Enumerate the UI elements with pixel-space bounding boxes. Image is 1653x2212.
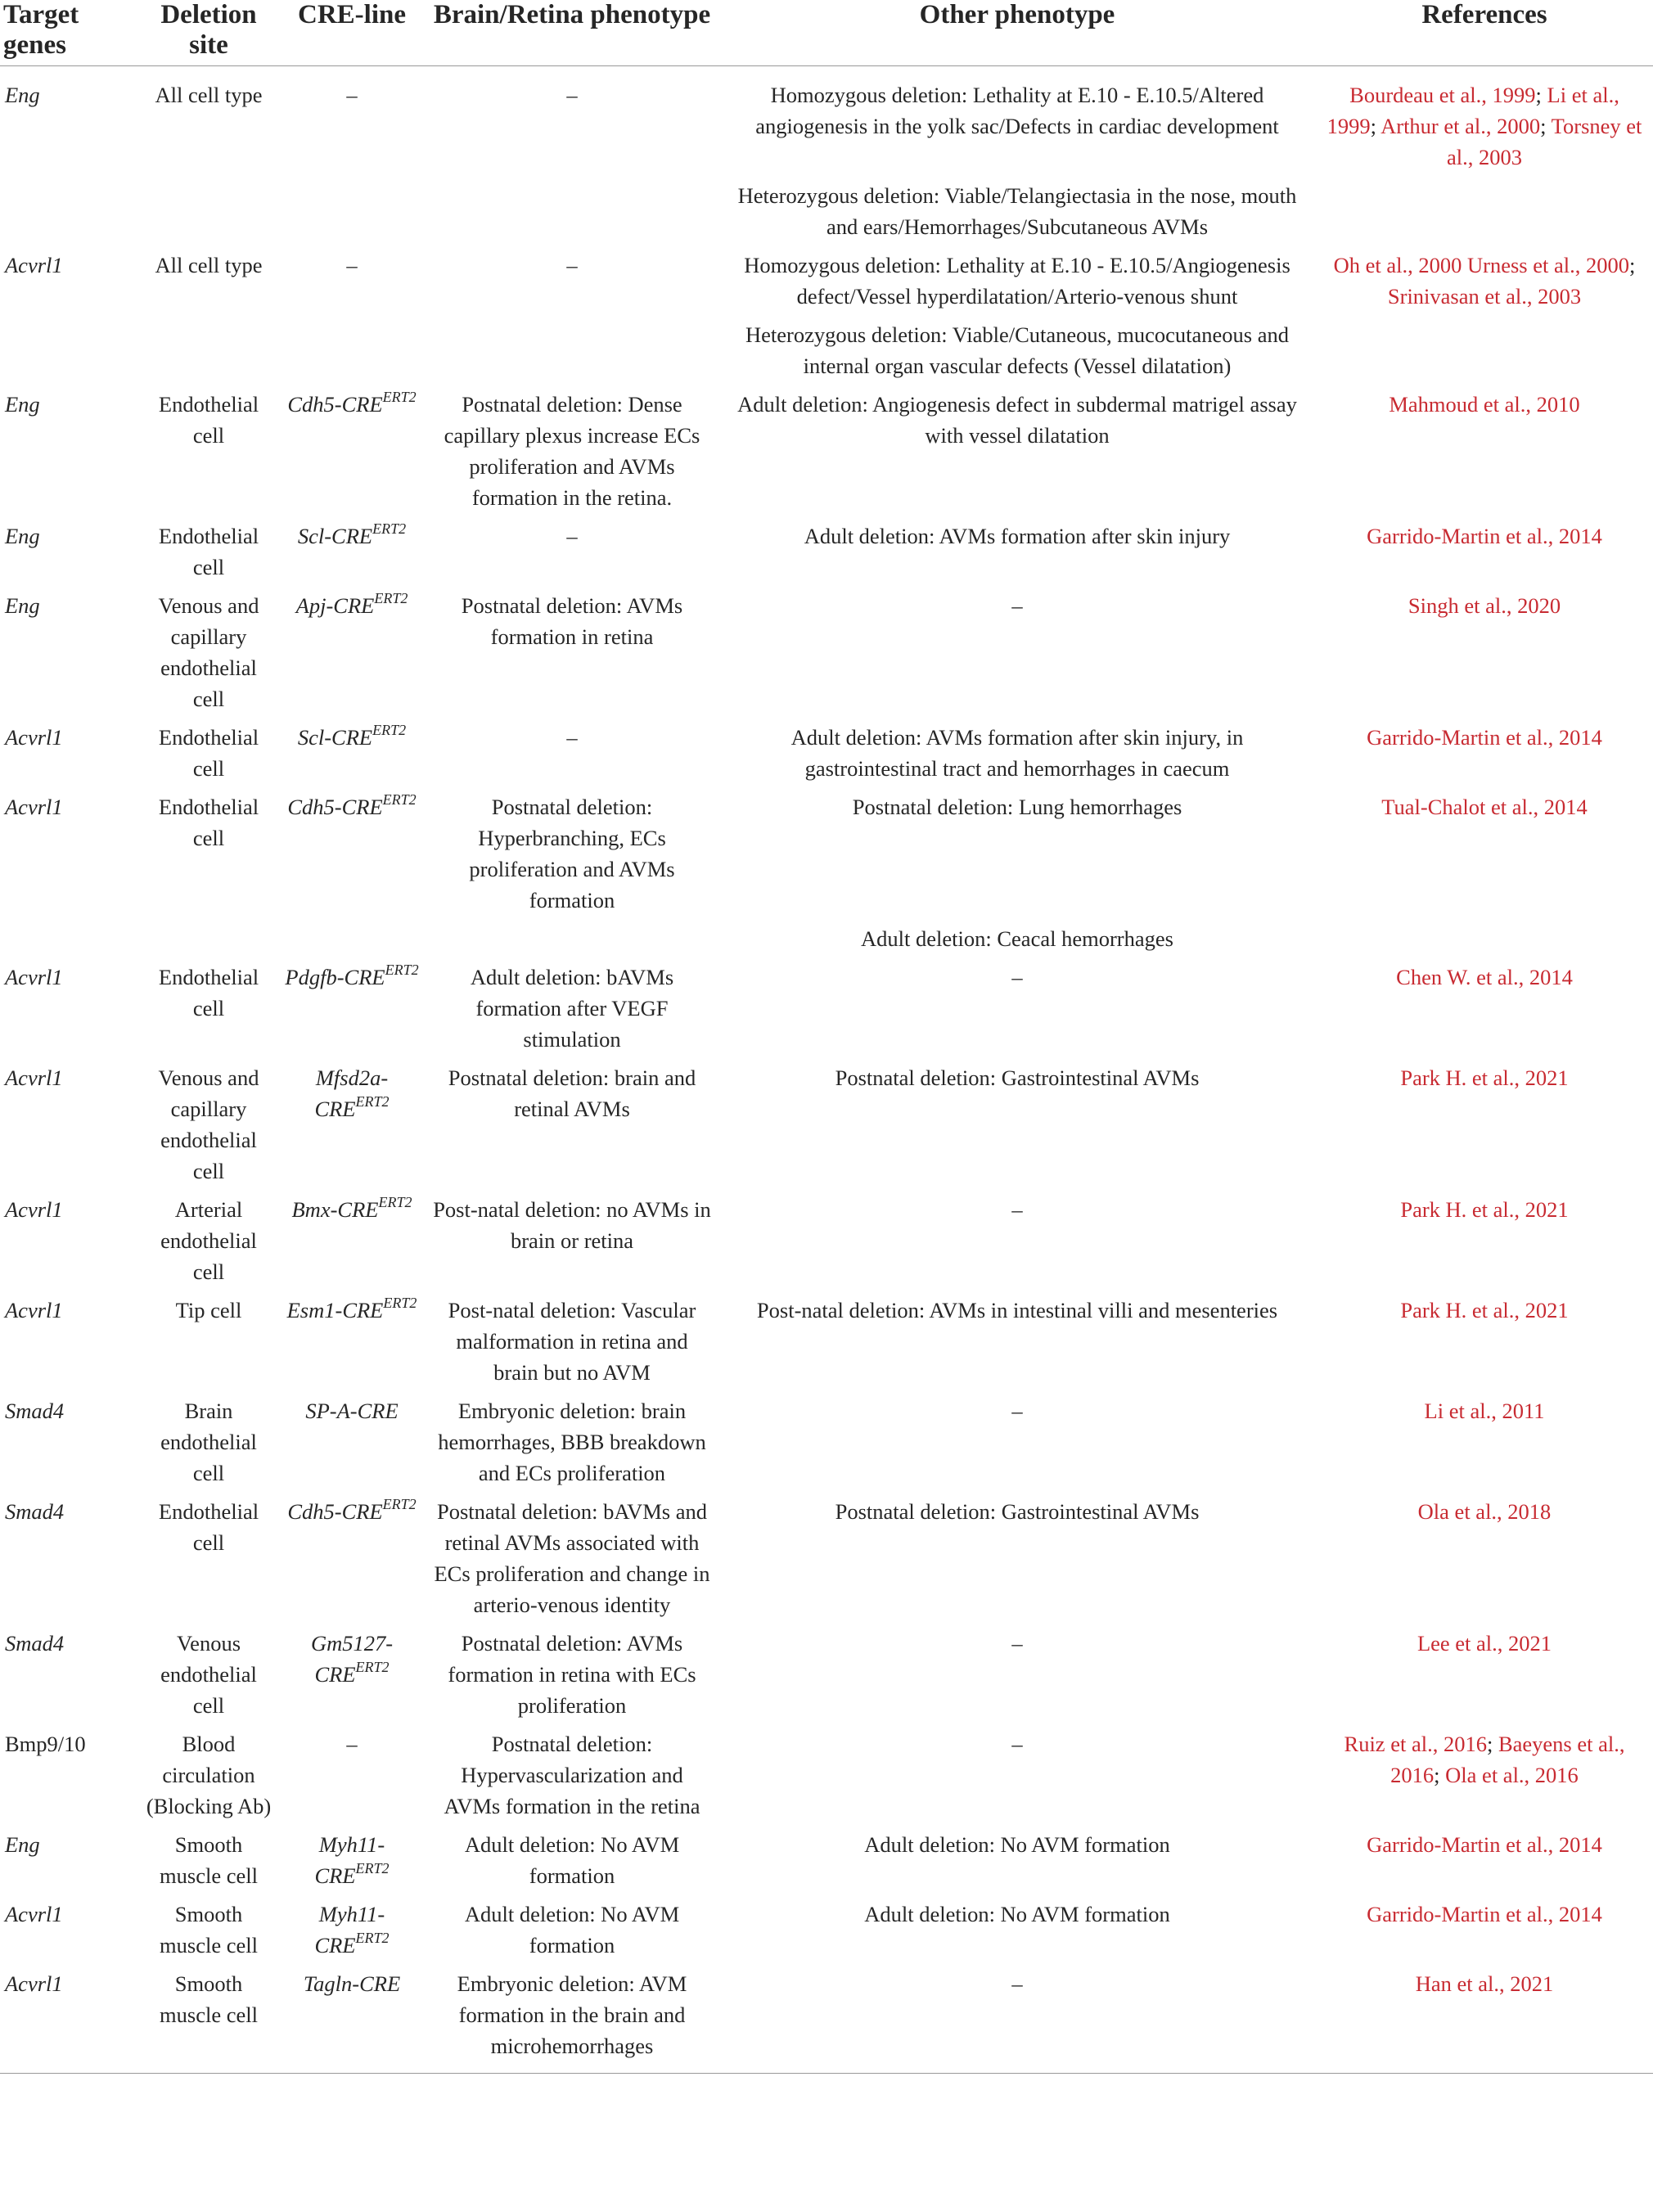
- other-phenotype-cell: Homozygous deletion: Lethality at E.10 - E.10.5/Altered angiogenesis in the yolk sac/Defects in cardiac development: [755, 83, 1279, 138]
- deletion-site-cell: All cell type: [155, 83, 263, 107]
- target-gene-cell: Acvrl1: [5, 965, 63, 989]
- cre-line-cell: Apj-$CRE^{ERT2}$: [295, 590, 408, 618]
- reference-link[interactable]: Li et al., 1999: [1326, 83, 1619, 138]
- table-row: [0, 1062, 1653, 1194]
- reference-link[interactable]: Park H. et al., 2021: [1400, 1065, 1569, 1090]
- reference-link[interactable]: Arthur et al., 2000: [1381, 114, 1541, 138]
- brain-phenotype-cell: –: [566, 524, 578, 548]
- target-gene-cell: Acvrl1: [5, 795, 63, 819]
- table-row: [0, 962, 1653, 1062]
- brain-phenotype-cell: Postnatal deletion: AVMs formation in retina with ECs proliferation: [448, 1631, 696, 1718]
- cre-line-cell: $Myh11-CRE^{ERT2}$: [314, 1902, 390, 1957]
- deletion-site-cell: Venous endothelial cell: [160, 1631, 257, 1718]
- references-cell: [1316, 1829, 1653, 1899]
- other-phenotype-cell: Adult deletion: No AVM formation: [864, 1902, 1170, 1926]
- header-brain-retina-phenotype: Brain/Retina phenotype: [426, 0, 718, 66]
- references-cell: [1316, 520, 1653, 590]
- reference-link[interactable]: Garrido-Martin et al., 2014: [1367, 1902, 1602, 1926]
- reference-link[interactable]: Tual-Chalot et al., 2014: [1381, 795, 1588, 819]
- references-cell: [1316, 1295, 1653, 1395]
- deletion-site-cell: Smooth muscle cell: [139, 1968, 278, 2074]
- other-phenotype-cell: Post-natal deletion: AVMs in intestinal villi and mesenteries: [756, 1298, 1278, 1322]
- cre-line-cell: –: [346, 253, 358, 277]
- table-row: [0, 1295, 1653, 1395]
- references-cell: [1316, 389, 1653, 520]
- references-cell: [1316, 1496, 1653, 1628]
- table-row: [0, 1829, 1653, 1899]
- reference-link[interactable]: Bourdeau et al., 1999: [1349, 83, 1536, 107]
- target-gene-cell: Eng: [5, 392, 40, 417]
- table-row: [0, 520, 1653, 590]
- cre-line-cell: Scl-$CRE^{ERT2}$: [297, 722, 407, 750]
- deletion-site-cell: Endothelial cell: [158, 392, 259, 448]
- cre-line-cell: $Gm5127-CRE^{ERT2}$: [310, 1631, 394, 1687]
- reference-link[interactable]: Chen W. et al., 2014: [1396, 965, 1573, 989]
- target-gene-cell: Acvrl1: [0, 1968, 139, 2074]
- target-gene-cell: Eng: [5, 83, 40, 107]
- deletion-site-cell: Endothelial cell: [158, 795, 259, 850]
- cre-line-cell: Pdgfb-$CRE^{ERT2}$: [285, 962, 419, 989]
- references-cell: [1316, 590, 1653, 722]
- table-row: [0, 250, 1653, 319]
- target-gene-cell: Acvrl1: [5, 1298, 63, 1322]
- deletion-site-cell: Endothelial cell: [158, 725, 259, 781]
- reference-link[interactable]: Oh et al., 2000: [1333, 253, 1462, 277]
- header-deletion-site: Deletion site: [139, 0, 278, 66]
- cre-line-cell: Scl-$CRE^{ERT2}$: [297, 520, 407, 548]
- target-gene-cell: Acvrl1: [5, 725, 63, 750]
- references-cell: [1316, 962, 1653, 1062]
- deletion-site-cell: Brain endothelial cell: [160, 1399, 257, 1485]
- deletion-site-cell: Tip cell: [175, 1298, 242, 1322]
- brain-phenotype-cell: Postnatal deletion: bAVMs and retinal AVMs associated with ECs proliferation and change in arterio-venous identity: [434, 1499, 710, 1617]
- deletion-site-cell: Venous and capillary endothelial cell: [158, 1065, 259, 1183]
- deletion-site-cell: Venous and capillary endothelial cell: [158, 593, 259, 711]
- target-gene-cell: Eng: [5, 593, 40, 618]
- other-phenotype-cell: –: [1011, 1399, 1023, 1423]
- other-phenotype-cell: –: [1011, 1631, 1023, 1656]
- deletion-site-cell: Arterial endothelial cell: [160, 1197, 257, 1284]
- target-gene-cell: Eng: [5, 524, 40, 548]
- target-gene-cell: Acvrl1: [5, 1065, 63, 1090]
- reference-link[interactable]: Ola et al., 2018: [1417, 1499, 1552, 1524]
- reference-link[interactable]: Srinivasan et al., 2003: [1387, 284, 1582, 309]
- table-row: [0, 1628, 1653, 1728]
- cre-line-cell: Tagln-CRE: [278, 1968, 426, 2074]
- table-row: [0, 389, 1653, 520]
- brain-phenotype-cell: –: [566, 83, 578, 107]
- references-cell: [1316, 1628, 1653, 1728]
- brain-phenotype-cell: Adult deletion: No AVM formation: [464, 1902, 680, 1957]
- table-row: [0, 1496, 1653, 1628]
- target-gene-cell: Eng: [5, 1832, 40, 1857]
- other-phenotype-cell: Postnatal deletion: Gastrointestinal AVMs: [835, 1065, 1200, 1090]
- reference-link[interactable]: Torsney et al., 2003: [1447, 114, 1642, 169]
- header-other-phenotype: Other phenotype: [718, 0, 1316, 66]
- other-phenotype-cell: –: [1011, 1197, 1023, 1222]
- other-phenotype-cell: Heterozygous deletion: Viable/Cutaneous, mucocutaneous and internal organ vascular defects (Vessel dilatation): [745, 322, 1289, 378]
- brain-phenotype-cell: –: [566, 725, 578, 750]
- references-cell: [1316, 1968, 1653, 2074]
- references-cell: [1316, 1194, 1653, 1295]
- other-phenotype-cell: Postnatal deletion: Gastrointestinal AVMs: [835, 1499, 1200, 1524]
- brain-phenotype-cell: Post-natal deletion: Vascular malformation in retina and brain but no AVM: [448, 1298, 696, 1385]
- deletion-site-cell: All cell type: [155, 253, 263, 277]
- brain-phenotype-cell: Adult deletion: No AVM formation: [464, 1832, 680, 1888]
- other-phenotype-cell: Homozygous deletion: Lethality at E.10 - E.10.5/Angiogenesis defect/Vessel hyperdilatation/Arterio-venous shunt: [744, 253, 1290, 309]
- other-phenotype-cell: –: [1011, 965, 1023, 989]
- reference-link[interactable]: Ola et al., 2016: [1445, 1763, 1579, 1787]
- other-phenotype-cell: –: [1011, 593, 1023, 618]
- brain-phenotype-cell: Postnatal deletion: AVMs formation in retina: [461, 593, 683, 649]
- deletion-site-cell: Smooth muscle cell: [160, 1832, 258, 1888]
- table-row: [0, 319, 1653, 389]
- other-phenotype-cell: Adult deletion: Ceacal hemorrhages: [861, 926, 1173, 951]
- cre-line-cell: –: [346, 1732, 358, 1756]
- cre-line-cell: Bmx-$CRE^{ERT2}$: [291, 1194, 412, 1222]
- target-gene-cell: Smad4: [5, 1631, 65, 1656]
- reference-link[interactable]: Garrido-Martin et al., 2014: [1367, 524, 1602, 548]
- cre-line-cell: $Cdh5-CRE^{ERT2}$: [287, 1496, 417, 1524]
- table-row: [0, 66, 1653, 181]
- brain-phenotype-cell: Adult deletion: bAVMs formation after VEGF stimulation: [470, 965, 674, 1052]
- references-cell: Oh et al., 2000 Urness et al., 2000; Srinivasan et al., 2003: [1333, 253, 1636, 309]
- cre-line-cell: $Myh11-CRE^{ERT2}$: [314, 1832, 390, 1888]
- references-cell: [1316, 722, 1653, 791]
- reference-link[interactable]: Garrido-Martin et al., 2014: [1367, 725, 1602, 750]
- references-cell: Bourdeau et al., 1999; Li et al., 1999; Arthur et al., 2000; Torsney et al., 2003: [1326, 83, 1642, 169]
- cre-line-cell: $Mfsd2a-CRE^{ERT2}$: [314, 1065, 390, 1121]
- target-gene-cell: Acvrl1: [5, 1902, 63, 1926]
- brain-phenotype-cell: Embryonic deletion: brain hemorrhages, BBB breakdown and ECs proliferation: [438, 1399, 706, 1485]
- references-cell: [1316, 1899, 1653, 1968]
- other-phenotype-cell: Adult deletion: AVMs formation after skin injury, in gastrointestinal tract and hemorrhages in caecum: [790, 725, 1244, 781]
- cre-line-cell: –: [346, 83, 358, 107]
- brain-phenotype-cell: Postnatal deletion: brain and retinal AVMs: [448, 1065, 696, 1121]
- table-row: [0, 180, 1653, 250]
- brain-phenotype-cell: Postnatal deletion: Hypervascularization and AVMs formation in the retina: [444, 1732, 700, 1818]
- target-gene-cell: Smad4: [5, 1399, 65, 1423]
- references-cell: [1316, 1395, 1653, 1496]
- brain-phenotype-cell: Embryonic deletion: AVM formation in the brain and microhemorrhages: [426, 1968, 718, 2074]
- table-row: [0, 1395, 1653, 1496]
- target-gene-cell: Bmp9/10: [5, 1732, 86, 1756]
- header-row: [0, 0, 1653, 66]
- cre-line-cell: SP-A-CRE: [305, 1399, 399, 1423]
- table-row: [0, 722, 1653, 791]
- table-row: [0, 923, 1653, 962]
- other-phenotype-cell: Adult deletion: Angiogenesis defect in subdermal matrigel assay with vessel dilatation: [737, 392, 1297, 448]
- deletion-site-cell: Endothelial cell: [158, 1499, 259, 1555]
- reference-link[interactable]: Urness et al., 2000: [1467, 253, 1629, 277]
- header-target-genes: Target genes: [0, 0, 139, 66]
- other-phenotype-cell: Postnatal deletion: Lung hemorrhages: [852, 795, 1182, 819]
- other-phenotype-cell: Adult deletion: AVMs formation after skin injury: [804, 524, 1231, 548]
- table-row: [0, 1194, 1653, 1295]
- reference-link[interactable]: Li et al., 2011: [1424, 1399, 1545, 1423]
- brain-phenotype-cell: Postnatal deletion: Hyperbranching, ECs proliferation and AVMs formation: [469, 795, 675, 912]
- target-gene-cell: Acvrl1: [5, 253, 63, 277]
- reference-link[interactable]: Lee et al., 2021: [1417, 1631, 1552, 1656]
- deletion-site-cell: Blood circulation (Blocking Ab): [146, 1732, 272, 1818]
- reference-link[interactable]: Garrido-Martin et al., 2014: [1367, 1832, 1602, 1857]
- other-phenotype-cell: –: [718, 1968, 1316, 2074]
- reference-link[interactable]: Park H. et al., 2021: [1400, 1298, 1569, 1322]
- table-row: [0, 1968, 1653, 2074]
- target-gene-cell: Smad4: [5, 1499, 65, 1524]
- cre-line-cell: $Esm1-CRE^{ERT2}$: [286, 1295, 417, 1322]
- header-references: References: [1316, 0, 1653, 66]
- cre-line-cell: $Cdh5-CRE^{ERT2}$: [287, 791, 417, 819]
- deletion-site-cell: Endothelial cell: [158, 965, 259, 1020]
- deletion-site-cell: Endothelial cell: [158, 524, 259, 579]
- table-row: [0, 1899, 1653, 1968]
- other-phenotype-cell: –: [1011, 1732, 1023, 1756]
- reference-link[interactable]: Singh et al., 2020: [1408, 593, 1561, 618]
- reference-link[interactable]: Baeyens et al., 2016: [1390, 1732, 1625, 1787]
- references-cell: [1316, 1062, 1653, 1194]
- brain-phenotype-cell: Post-natal deletion: no AVMs in brain or retina: [433, 1197, 711, 1253]
- reference-link[interactable]: Han et al., 2021: [1415, 1971, 1554, 1996]
- table-row: [0, 590, 1653, 722]
- brain-phenotype-cell: Postnatal deletion: Dense capillary plexus increase ECs proliferation and AVMs formation in the retina.: [444, 392, 700, 510]
- reference-link[interactable]: Ruiz et al., 2016: [1344, 1732, 1487, 1756]
- other-phenotype-cell: Heterozygous deletion: Viable/Telangiectasia in the nose, mouth and ears/Hemorrhages/Subcutaneous AVMs: [737, 183, 1297, 239]
- table-row: [0, 791, 1653, 923]
- references-cell: Ruiz et al., 2016; Baeyens et al., 2016; Ola et al., 2016: [1344, 1732, 1625, 1787]
- references-cell: [1316, 791, 1653, 923]
- reference-link[interactable]: Park H. et al., 2021: [1400, 1197, 1569, 1222]
- cre-line-cell: $Cdh5-CRE^{ERT2}$: [287, 389, 417, 417]
- header-cre-line: CRE-line: [278, 0, 426, 66]
- deletion-site-cell: Smooth muscle cell: [160, 1902, 258, 1957]
- table-row: [0, 1728, 1653, 1829]
- target-gene-cell: Acvrl1: [5, 1197, 63, 1222]
- reference-link[interactable]: Mahmoud et al., 2010: [1389, 392, 1580, 417]
- brain-phenotype-cell: –: [566, 253, 578, 277]
- other-phenotype-cell: Adult deletion: No AVM formation: [864, 1832, 1170, 1857]
